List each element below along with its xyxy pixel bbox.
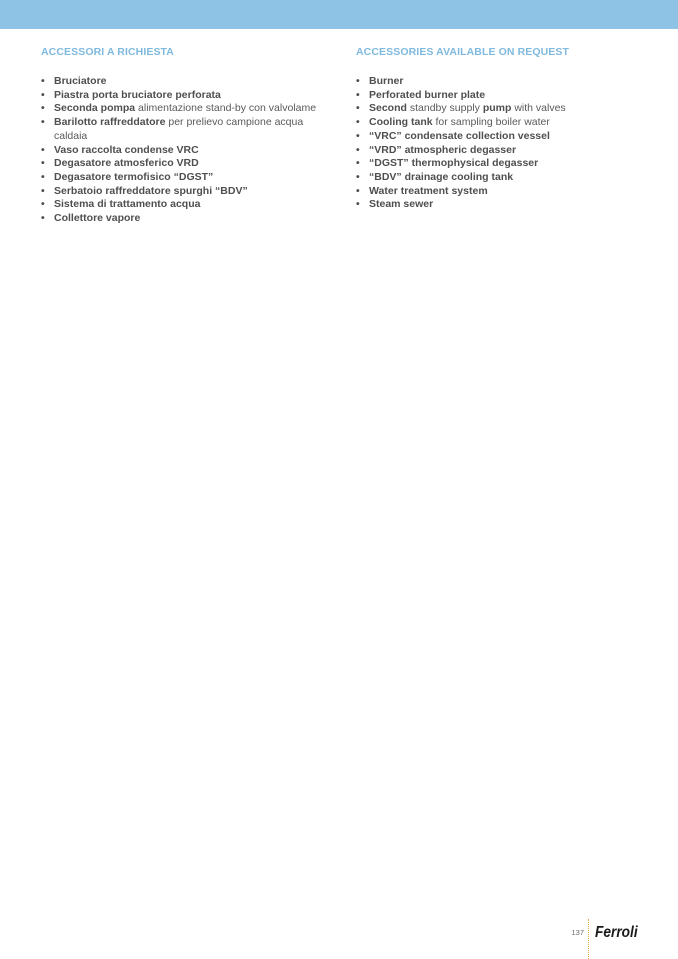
- item-bold-text: Serbatoio raffreddatore spurghi “BDV”: [54, 184, 248, 197]
- list-item: [41, 102, 331, 116]
- bullet-icon: •: [41, 75, 45, 87]
- item-bold-text: “DGST” thermophysical degasser: [369, 157, 539, 170]
- list-item: [356, 185, 646, 199]
- accessories-list-english: [356, 75, 646, 212]
- list-item: [41, 75, 331, 89]
- bullet-icon: •: [41, 102, 45, 115]
- bullet-icon: •: [356, 88, 360, 101]
- list-item: [41, 198, 331, 212]
- item-bold-text: Degasatore termofisico “DGST”: [54, 170, 214, 183]
- item-bold-text: Burner: [369, 75, 404, 87]
- item-bold-text: Degasatore atmosferico VRD: [54, 157, 199, 170]
- accessories-italian-section: [41, 46, 331, 226]
- bullet-icon: •: [356, 143, 360, 156]
- item-normal-text: for sampling boiler water: [432, 116, 550, 129]
- item-bold-text: Vaso raccolta condense VRC: [54, 143, 199, 156]
- list-item: [41, 116, 331, 143]
- list-item: [41, 185, 331, 199]
- item-bold-text: Seconda pompa: [54, 102, 136, 115]
- list-item: [41, 89, 331, 103]
- section-title-italian: ACCESSORI A RICHIESTA: [41, 46, 174, 58]
- bullet-icon: •: [41, 88, 45, 101]
- item-bold-text: Perforated burner plate: [369, 88, 486, 101]
- bullet-icon: •: [41, 143, 45, 156]
- list-item: [356, 102, 646, 116]
- list-item: [356, 157, 646, 171]
- item-bold-text: Cooling tank: [369, 116, 433, 129]
- bullet-icon: •: [41, 116, 45, 129]
- list-item: [356, 89, 646, 103]
- section-title-english: ACCESSORIES AVAILABLE ON REQUEST: [356, 46, 570, 58]
- item-bold-text: Water treatment system: [369, 184, 488, 197]
- accessories-list-italian: [41, 75, 331, 226]
- list-item: [41, 171, 331, 185]
- bullet-icon: •: [356, 102, 360, 115]
- item-bold-text: pump: [482, 102, 512, 115]
- item-bold-text: “VRD” atmospheric degasser: [369, 143, 517, 156]
- list-item: [356, 130, 646, 144]
- list-item: [356, 198, 646, 212]
- item-bold-text: Steam sewer: [369, 198, 434, 211]
- accessories-english-section: [356, 46, 646, 212]
- svg-text:Ferroli: Ferroli: [595, 923, 639, 942]
- ferroli-logo: [595, 921, 639, 943]
- item-normal-text: alimentazione stand-by con valvolame: [135, 102, 317, 115]
- item-bold-text: Barilotto raffreddatore: [54, 116, 166, 129]
- item-bold-text: Bruciatore: [54, 75, 107, 87]
- list-item: [41, 157, 331, 171]
- item-bold-text: Piastra porta bruciatore perforata: [54, 88, 221, 101]
- bullet-icon: •: [356, 157, 360, 170]
- page-number: 137: [571, 928, 584, 937]
- item-normal-text: per prelievo campione acqua caldaia: [54, 116, 304, 142]
- item-bold-text: Collettore vapore: [54, 212, 141, 225]
- list-item: [41, 144, 331, 158]
- bullet-icon: •: [356, 198, 360, 211]
- list-item: [356, 171, 646, 185]
- item-bold-text: “BDV” drainage cooling tank: [369, 170, 514, 183]
- bullet-icon: •: [356, 170, 360, 183]
- item-bold-text: Sistema di trattamento acqua: [54, 198, 201, 211]
- bullet-icon: •: [41, 198, 45, 211]
- list-item: [356, 144, 646, 158]
- bullet-icon: •: [41, 170, 45, 183]
- bullet-icon: •: [356, 184, 360, 197]
- footer-divider: [588, 919, 590, 959]
- header-band: [0, 0, 678, 29]
- bullet-icon: •: [356, 129, 360, 142]
- bullet-icon: •: [41, 157, 45, 170]
- list-item: [41, 212, 331, 226]
- item-normal-text: standby supply: [406, 102, 483, 115]
- item-bold-text: “VRC” condensate collection vessel: [369, 129, 550, 142]
- list-item: [356, 116, 646, 130]
- list-item: [356, 75, 646, 89]
- item-normal-text: with valves: [511, 102, 566, 115]
- bullet-icon: •: [356, 116, 360, 129]
- bullet-icon: •: [356, 75, 360, 87]
- bullet-icon: •: [41, 184, 45, 197]
- item-bold-text: Second: [369, 102, 407, 115]
- bullet-icon: •: [41, 212, 45, 225]
